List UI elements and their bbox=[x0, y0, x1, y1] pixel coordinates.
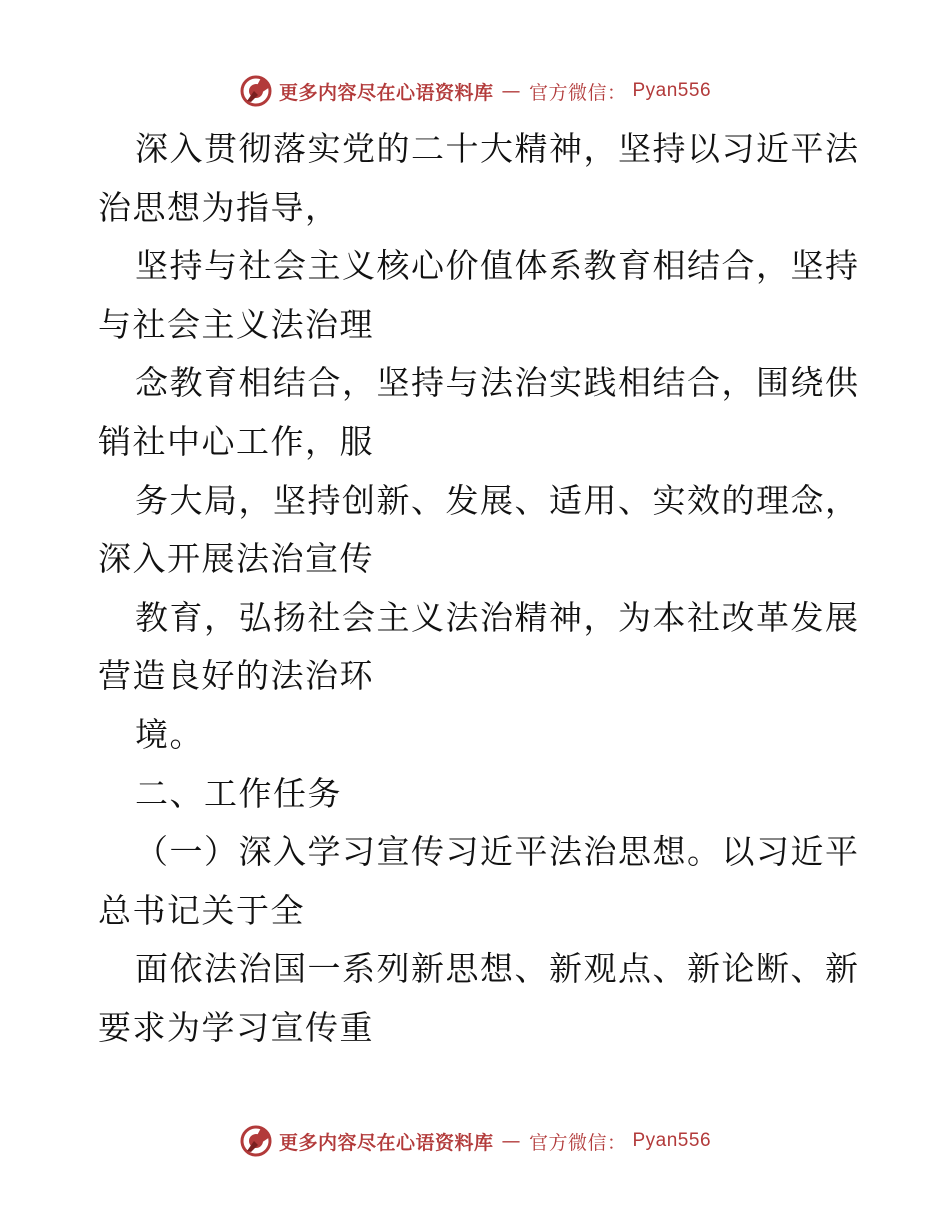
text-line: 教育，弘扬社会主义法治精神，为本社改革发展 bbox=[135, 597, 860, 637]
text-line: 务大局，坚持创新、发展、适用、实效的理念， bbox=[135, 480, 860, 520]
banner-contact-label: 官方微信： bbox=[528, 1131, 627, 1154]
text-line: 治思想为指导， bbox=[98, 187, 340, 227]
header-banner bbox=[0, 74, 950, 108]
text-line: 深入开展法治宣传 bbox=[98, 539, 374, 579]
footer-banner bbox=[0, 1124, 950, 1158]
text-line: 要求为学习宣传重 bbox=[98, 1007, 374, 1047]
banner-site-text: 更多内容尽在心语资料库 bbox=[278, 81, 494, 104]
banner-dash: — bbox=[501, 80, 521, 102]
text-line: 二、工作任务 bbox=[135, 773, 342, 813]
text-line: 总书记关于全 bbox=[98, 890, 305, 930]
text-line: 面依法治国一系列新思想、新观点、新论断、新 bbox=[135, 949, 860, 989]
text-line: 境。 bbox=[135, 714, 204, 754]
banner-dash: — bbox=[501, 1130, 521, 1152]
banner-site-text: 更多内容尽在心语资料库 bbox=[278, 1131, 494, 1154]
text-line: 深入贯彻落实党的二十大精神，坚持以习近平法 bbox=[135, 129, 860, 168]
text-line: 营造良好的法治环 bbox=[98, 656, 374, 696]
banner-wechat-id: Pyan556 bbox=[632, 80, 712, 101]
banner-wechat-id: Pyan556 bbox=[632, 1130, 712, 1151]
document-body bbox=[98, 120, 868, 1058]
text-line: 与社会主义法治理 bbox=[98, 304, 374, 344]
text-line: 销社中心工作，服 bbox=[98, 421, 374, 461]
banner-contact-label: 官方微信： bbox=[528, 81, 627, 104]
text-line: 坚持与社会主义核心价值体系教育相结合，坚持 bbox=[135, 246, 860, 286]
text-line: （一）深入学习宣传习近平法治思想。以习近平 bbox=[135, 832, 860, 872]
pen-circle-logo-icon bbox=[239, 74, 273, 108]
text-line: 念教育相结合，坚持与法治实践相结合，围绕供 bbox=[135, 363, 860, 403]
pen-circle-logo-icon bbox=[239, 1124, 273, 1158]
